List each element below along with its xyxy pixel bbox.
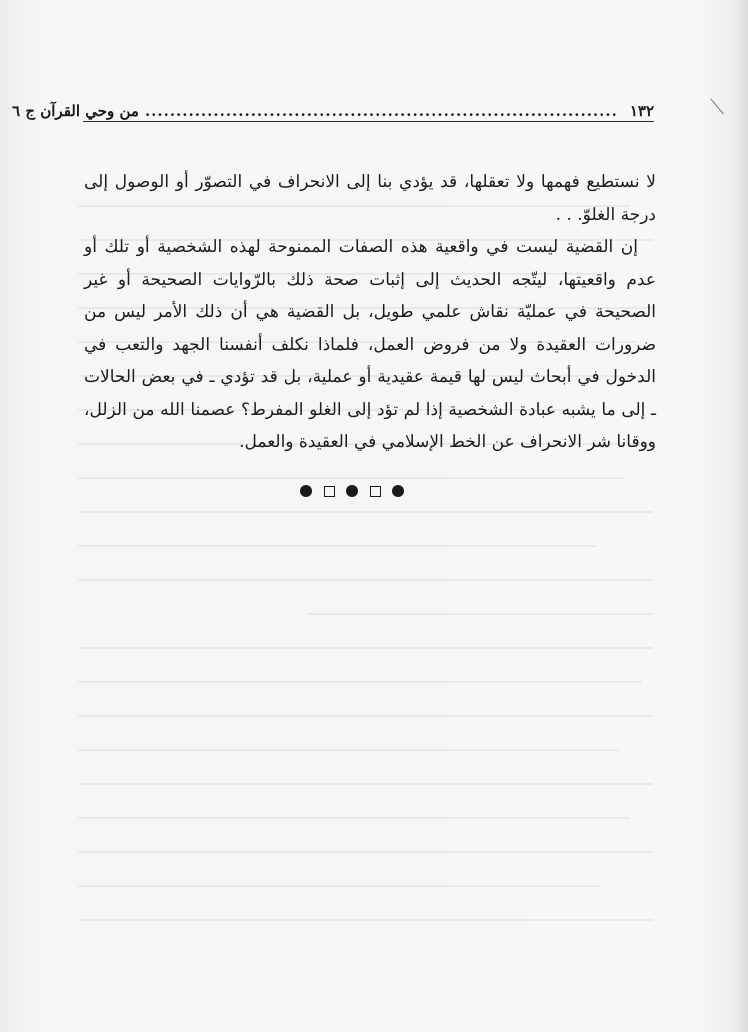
book-title: من وحي القرآن ج ٦ <box>12 102 139 120</box>
paragraph-2: إن القضية ليست في واقعية هذه الصفات الممنوحة لهذه الشخصية أو تلك أو عدم واقعيتها، ليتّجه الحديث إلى إثبات صحة ذلك بالرّوايات الصحيحة أو غير الصحيحة في عمليّة نقاش علمي طويل، بل القضية هي أن ذلك الأمر ليس من ضرورات العقيدة ولا من فروض العمل، فلماذا نكلف أنفسنا الجهد والتعب في الدخول في أبحاث ليس لها قيمة عقيدية أو عملية، بل قد تؤدي ـ في بعض الحالات ـ إلى ما يشبه عبادة الشخصية إذا لم تؤد إلى الغلو المفرط؟ عصمنا الله من الزلل، ووقانا شر الانحراف عن الخط الإسلامي في العقيدة والعمل. <box>84 237 656 452</box>
running-header <box>12 94 654 120</box>
paragraph-1: لا نستطيع فهمها ولا تعقلها، قد يؤدي بنا إلى الانحراف في التصوّر أو الوصول إلى درجة الغلوّ. . . <box>84 172 656 225</box>
dot-leaders: ............................................................................ <box>144 102 618 120</box>
header-divider <box>83 121 654 122</box>
page-number: ١٣٢ <box>629 102 654 120</box>
ornament-dot <box>392 485 404 497</box>
ornament-square <box>370 486 381 497</box>
body-text <box>84 166 656 459</box>
corner-fold-mark <box>710 90 734 115</box>
section-ornament <box>300 482 404 500</box>
page-edge-shadow <box>734 0 748 1032</box>
ornament-square <box>324 486 335 497</box>
ornament-dot <box>300 485 312 497</box>
ornament-dot <box>346 485 358 497</box>
